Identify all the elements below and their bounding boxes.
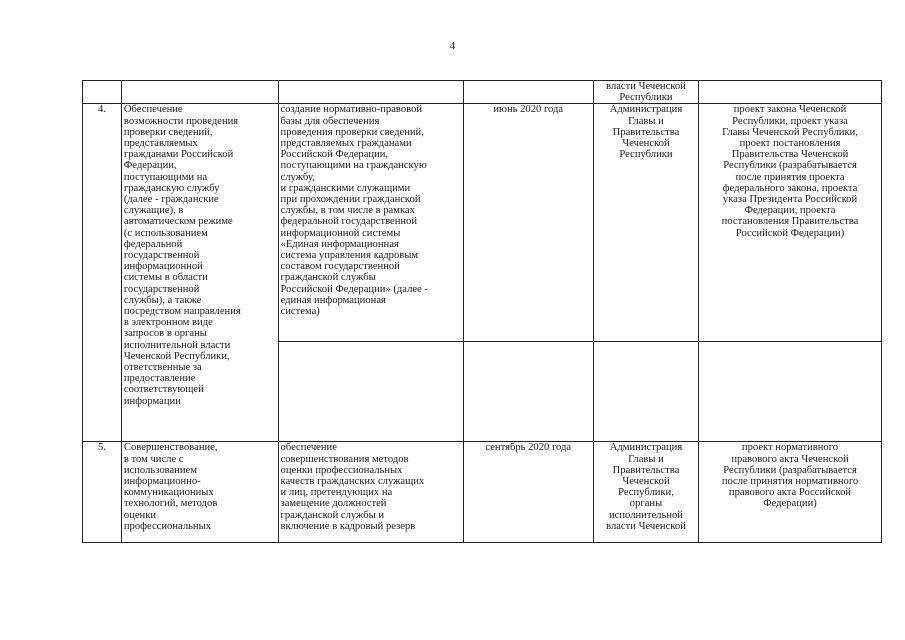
cell-deadline	[463, 81, 593, 104]
result-text: обеспечение совершенствования методов оценки профессиональных качеств гражданских служащих и лиц, претендующих на замещение должностей гражданской службы и включение в кадровый резерв	[278, 442, 463, 543]
measure-text: Совершенствование, в том числе с использованием информационно- коммуникационных технологий, методов оценки профессиональных	[121, 442, 278, 543]
responsible-text: Администрация Главы и Правительства Чеченской Республики	[593, 104, 698, 342]
cell-document-empty	[699, 342, 882, 442]
measures-table	[82, 80, 882, 543]
result-text: создание нормативно-правовой базы для обеспечения проведения проверки сведений, представляемых гражданами Российской Федерации, поступающими на гражданскую службу, и гражданскими служащими при прохождении гражданской службы, в том числе в рамках федеральной государственной информационной системы «Единая информационная система управления кадровым составом государственной гражданской службы Российской Федерации» (далее - единая информационая система)	[278, 104, 463, 342]
cell-measure	[121, 81, 278, 104]
cell-num	[83, 81, 122, 104]
responsible-text: Администрация Главы и Правительства Чеченской Республики, органы исполнительной власти Чеченской	[593, 442, 698, 543]
document-text: проект нормативного правового акта Чеченской Республики (разрабатывается после принятия нормативного правового акта Российской Федерации)	[699, 442, 882, 543]
cell-result-empty	[278, 342, 463, 442]
deadline-text: июнь 2020 года	[463, 104, 593, 342]
cell-responsible-empty	[593, 342, 698, 442]
page-number: 4	[449, 40, 456, 52]
row-number: 5.	[83, 442, 122, 543]
cell-result	[278, 81, 463, 104]
table-row	[83, 442, 882, 543]
table-row	[83, 104, 882, 342]
cell-deadline-empty	[463, 342, 593, 442]
table-row-carryover	[83, 81, 882, 104]
deadline-text: сентябрь 2020 года	[463, 442, 593, 543]
cell-responsible: власти Чеченской Республики	[593, 81, 698, 104]
cell-document	[699, 81, 882, 104]
document-text: проект закона Чеченской Республики, проект указа Главы Чеченской Республики, проект постановления Правительства Чеченской Республики (разрабатывается после принятия проекта федерального закона, проекта указа Президента Российской Федерации, проекта постановления Правительства Российской Федерации)	[699, 104, 882, 342]
measure-text: Обеспечение возможности проведения проверки сведений, представляемых гражданами Российской Федерации, поступающими на гражданскую службу (далее - гражданские служащие), в автоматическом режиме (с использованием федеральной государственной информационной системы в области государственной службы), а также посредством направления в электронном виде запросов в органы исполнительной власти Чеченской Республики, ответственные за предоставление соответствующей информации	[121, 104, 278, 442]
row-number: 4.	[83, 104, 122, 442]
